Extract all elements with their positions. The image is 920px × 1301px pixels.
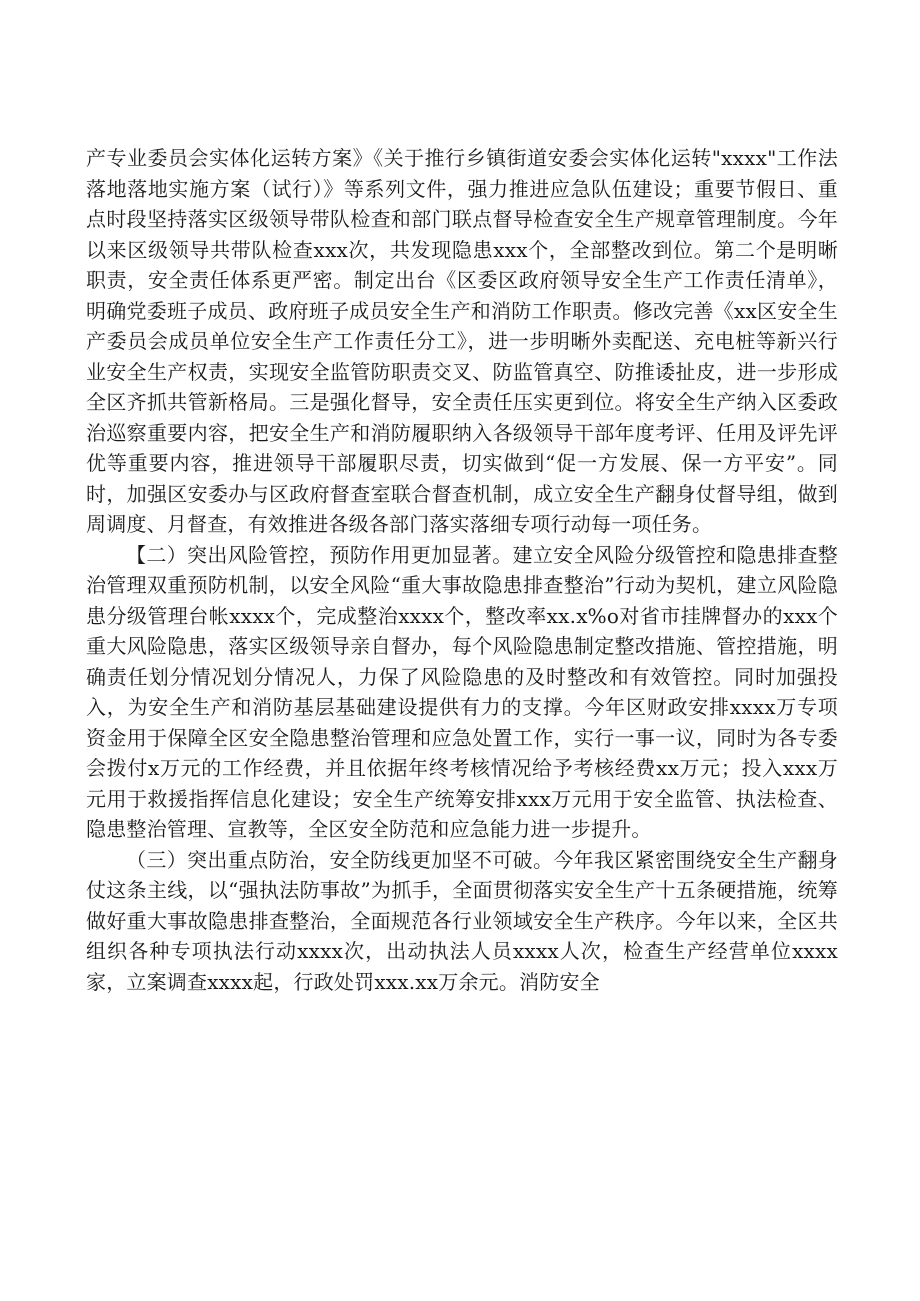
document-body [86, 143, 838, 997]
paragraph-responsibility-system: 产专业委员会实体化运转方案》《关于推行乡镇街道安委会实体化运转"xxxx"工作法落地落地实施方案（试行）》等系列文件，强力推进应急队伍建设；重要节假日、重点时段坚持落实区级领导带队检查和部门联点督导检查安全生产规章管理制度。今年以来区级领导共带队检查xxx次，共发现隐患xxx个，全部整改到位。第二个是明晰职责，安全责任体系更严密。制定出台《区委区政府领导安全生产工作责任清单》，明确党委班子成员、政府班子成员安全生产和消防工作职责。修改完善《xx区安全生产委员会成员单位安全生产工作责任分工》，进一步明晰外卖配送、充电桩等新兴行业安全生产权责，实现安全监管防职责交叉、防监管真空、防推诿扯皮，进一步形成全区齐抓共管新格局。三是强化督导，安全责任压实更到位。将安全生产纳入区委政治巡察重要内容，把安全生产和消防履职纳入各级领导干部年度考评、任用及评先评优等重要内容，推进领导干部履职尽责，切实做到“促一方发展、保一方平安”。同时，加强区安委办与区政府督查室联合督查机制，成立安全生产翻身仗督导组，做到周调度、月督查，有效推进各级各部门落实落细专项行动每一项任务。 [86, 146, 838, 536]
paragraph-risk-control: 【二）突出风险管控，预防作用更加显著。建立安全风险分级管控和隐患排查整治管理双重预防机制，以安全风险“重大事故隐患排查整治”行动为契机，建立风险隐患分级管理台帐xxxx个，完成整治xxxx个，整改率xx.x%o对省市挂牌督办的xxx个重大风险隐患，落实区级领导亲自督办，每个风险隐患制定整改措施、管控措施，明确责任划分情况划分情况人，力保了风险隐患的及时整改和有效管控。同时加强投入，为安全生产和消防基层基础建设提供有力的支撑。今年区财政安排xxxx万专项资金用于保障全区安全隐患整治管理和应急处置工作，实行一事一议，同时为各专委会拨付x万元的工作经费，并且依据年终考核情况给予考核经费xx万元；投入xxx万元用于救援指挥信息化建设；安全生产统筹安排xxx万元用于安全监管、执法检查、隐患整治管理、宣教等，全区安全防范和应急能力进一步提升。 [86, 542, 838, 841]
paragraph-key-prevention: （三）突出重点防治，安全防线更加坚不可破。今年我区紧密围绕安全生产翻身仗这条主线，以“强执法防事故”为抓手，全面贯彻落实安全生产十五条硬措施，统筹做好重大事故隐患排查整治，全面规范各行业领域安全生产秩序。今年以来，全区共组织各种专项执法行动xxxx次，出动执法人员xxxx人次，检查生产经营单位xxxx家，立案调查xxxx起，行政处罚xxx.xx万余元。消防安全 [86, 847, 838, 994]
